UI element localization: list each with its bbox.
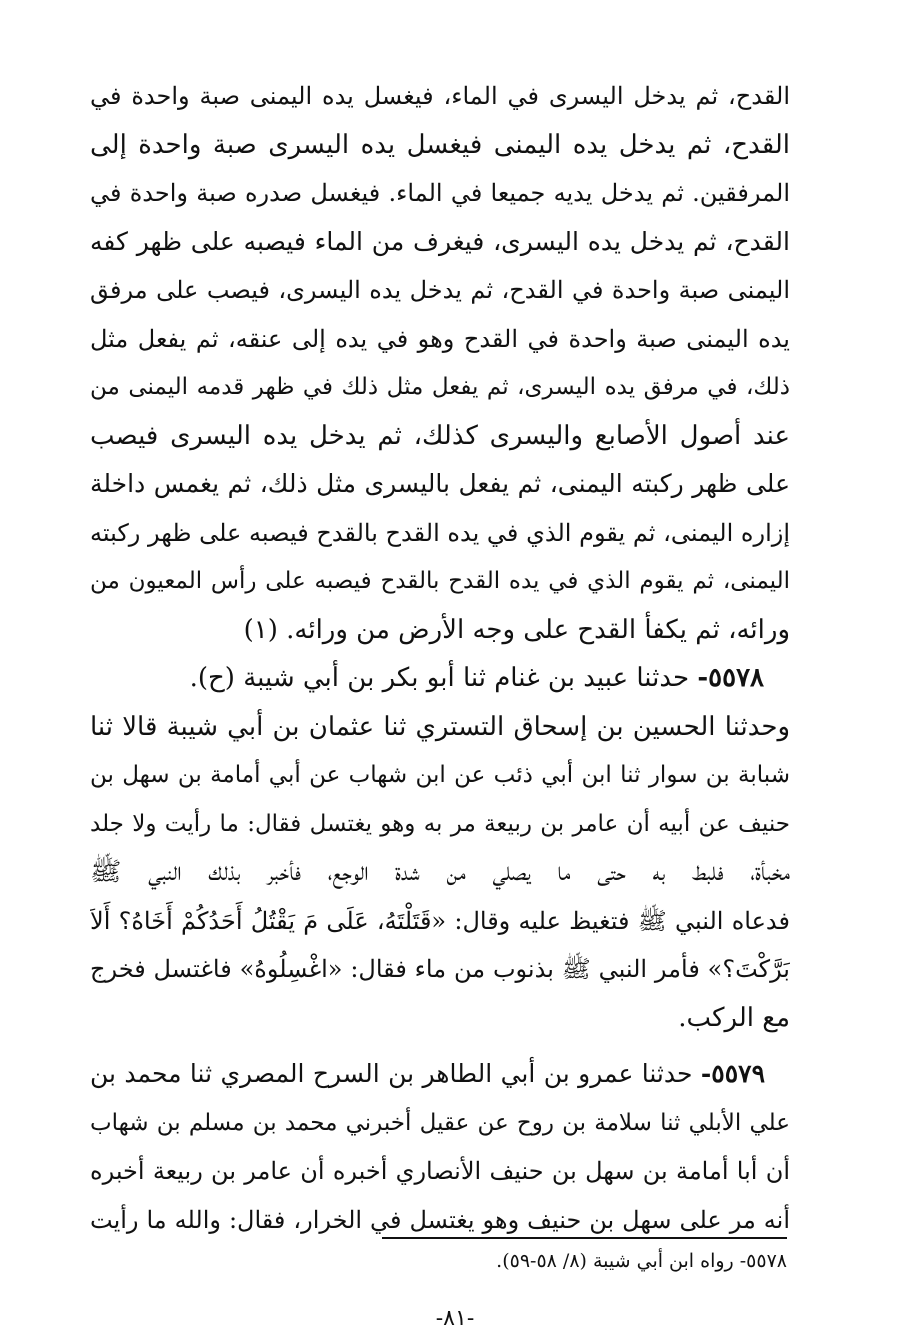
hadith-number: ٥٥٧٩- [700, 1059, 765, 1088]
text-line: اليمنى، ثم يقوم الذي في يده القدح بالقدح فيصبه على رأس المعيون من [90, 568, 790, 594]
text-line: المرفقين. ثم يدخل يديه جميعا في الماء. فيغسل صدره صبة واحدة في [90, 179, 790, 207]
text-line: ذلك، في مرفق يده اليسرى، ثم يفعل مثل ذلك في ظهر قدمه اليمنى من [90, 374, 790, 400]
main-text [90, 72, 790, 1244]
text-line: إزاره اليمنى، ثم يقوم الذي في يده القدح بالقدح فيصبه على ظهر ركبته [90, 518, 790, 547]
text-line: بَرَّكْتَ؟» فأمر النبي ﷺ بذنوب من ماء فقال: «اغْسِلُوهُ» فاغتسل فخرج [90, 955, 790, 983]
text-line: القدح، ثم يدخل يده اليسرى، فيغرف من الماء فيصبه على ظهر كفه [90, 226, 790, 256]
page-number: -٨١- [435, 1306, 475, 1331]
text-line: يده اليمنى صبة واحدة في القدح وهو في يده إلى عنقه، ثم يفعل مثل [90, 324, 790, 353]
text-line: حنيف عن أبيه أن عامر بن ربيعة مر به وهو يغتسل فقال: ما رأيت ولا جلد [90, 810, 790, 837]
text-line: مخبأة، فلبط به حتى ما يصلي من شدة الوجع، فأخبر بذلك النبي ﷺ [90, 857, 790, 887]
text-line: اليمنى صبة واحدة في القدح، ثم يدخل يده اليسرى، فيصب على مرفق [90, 276, 790, 304]
hadith-5578 [90, 654, 790, 1042]
text-line: أنه مر على سهل بن حنيف وهو يغتسل في الخرار، فقال: والله ما رأيت [90, 1205, 790, 1234]
text-line: حدثنا عبيد بن غنام ثنا أبو بكر بن أبي شيبة (ح). [189, 663, 690, 693]
text-line: على ظهر ركبته اليمنى، ثم يفعل باليسرى مثل ذلك، ثم يغمس داخلة [90, 469, 790, 498]
text-line: فدعاه النبي ﷺ فتغيظ عليه وقال: «قَتَلْتَهُ، عَلَى مَ يَقْتُلُ أَحَدُكُمْ أَخَاهُ؟ أَلاَ [90, 906, 790, 935]
text-line: عند أصول الأصابع واليسرى كذلك، ثم يدخل يده اليسرى فيصب [90, 420, 790, 451]
text-line: ورائه، ثم يكفأ القدح على وجه الأرض من ورائه. (١) [243, 614, 790, 645]
footnote-divider [382, 1237, 787, 1239]
paragraph-gap [90, 1042, 790, 1050]
hadith-number: ٥٥٧٨- [697, 663, 764, 693]
text-line: القدح، ثم يدخل يده اليمنى فيغسل يده اليسرى صبة واحدة إلى [90, 129, 790, 160]
text-line: مع الركب. [678, 1002, 790, 1033]
hadith-heading-line [90, 1050, 790, 1099]
text-line: أن أبا أمامة بن سهل بن حنيف الأنصاري أخبره أن عامر بن ربيعة أخبره [90, 1157, 790, 1185]
text-line: شبابة بن سوار ثنا ابن أبي ذئب عن ابن شهاب عن أبي أمامة بن سهل بن [90, 762, 790, 788]
text-line: حدثنا عمرو بن أبي الطاهر بن السرح المصري ثنا محمد بن [90, 1059, 693, 1088]
text-line: القدح، ثم يدخل اليسرى في الماء، فيغسل يده اليمنى صبة واحدة في [90, 82, 790, 110]
hadith-5579 [90, 1050, 790, 1244]
text-line: وحدثنا الحسين بن إسحاق التستري ثنا عثمان بن أبي شيبة قالا ثنا [90, 711, 790, 742]
footnote: ٥٥٧٨- رواه ابن أبي شيبة (٨/ ٥٨-٥٩). [496, 1250, 787, 1272]
paragraph-1 [90, 72, 790, 654]
text-line: علي الأبلي ثنا سلامة بن روح عن عقيل أخبرني محمد بن مسلم بن شهاب [90, 1109, 790, 1136]
hadith-heading-line [90, 654, 790, 703]
